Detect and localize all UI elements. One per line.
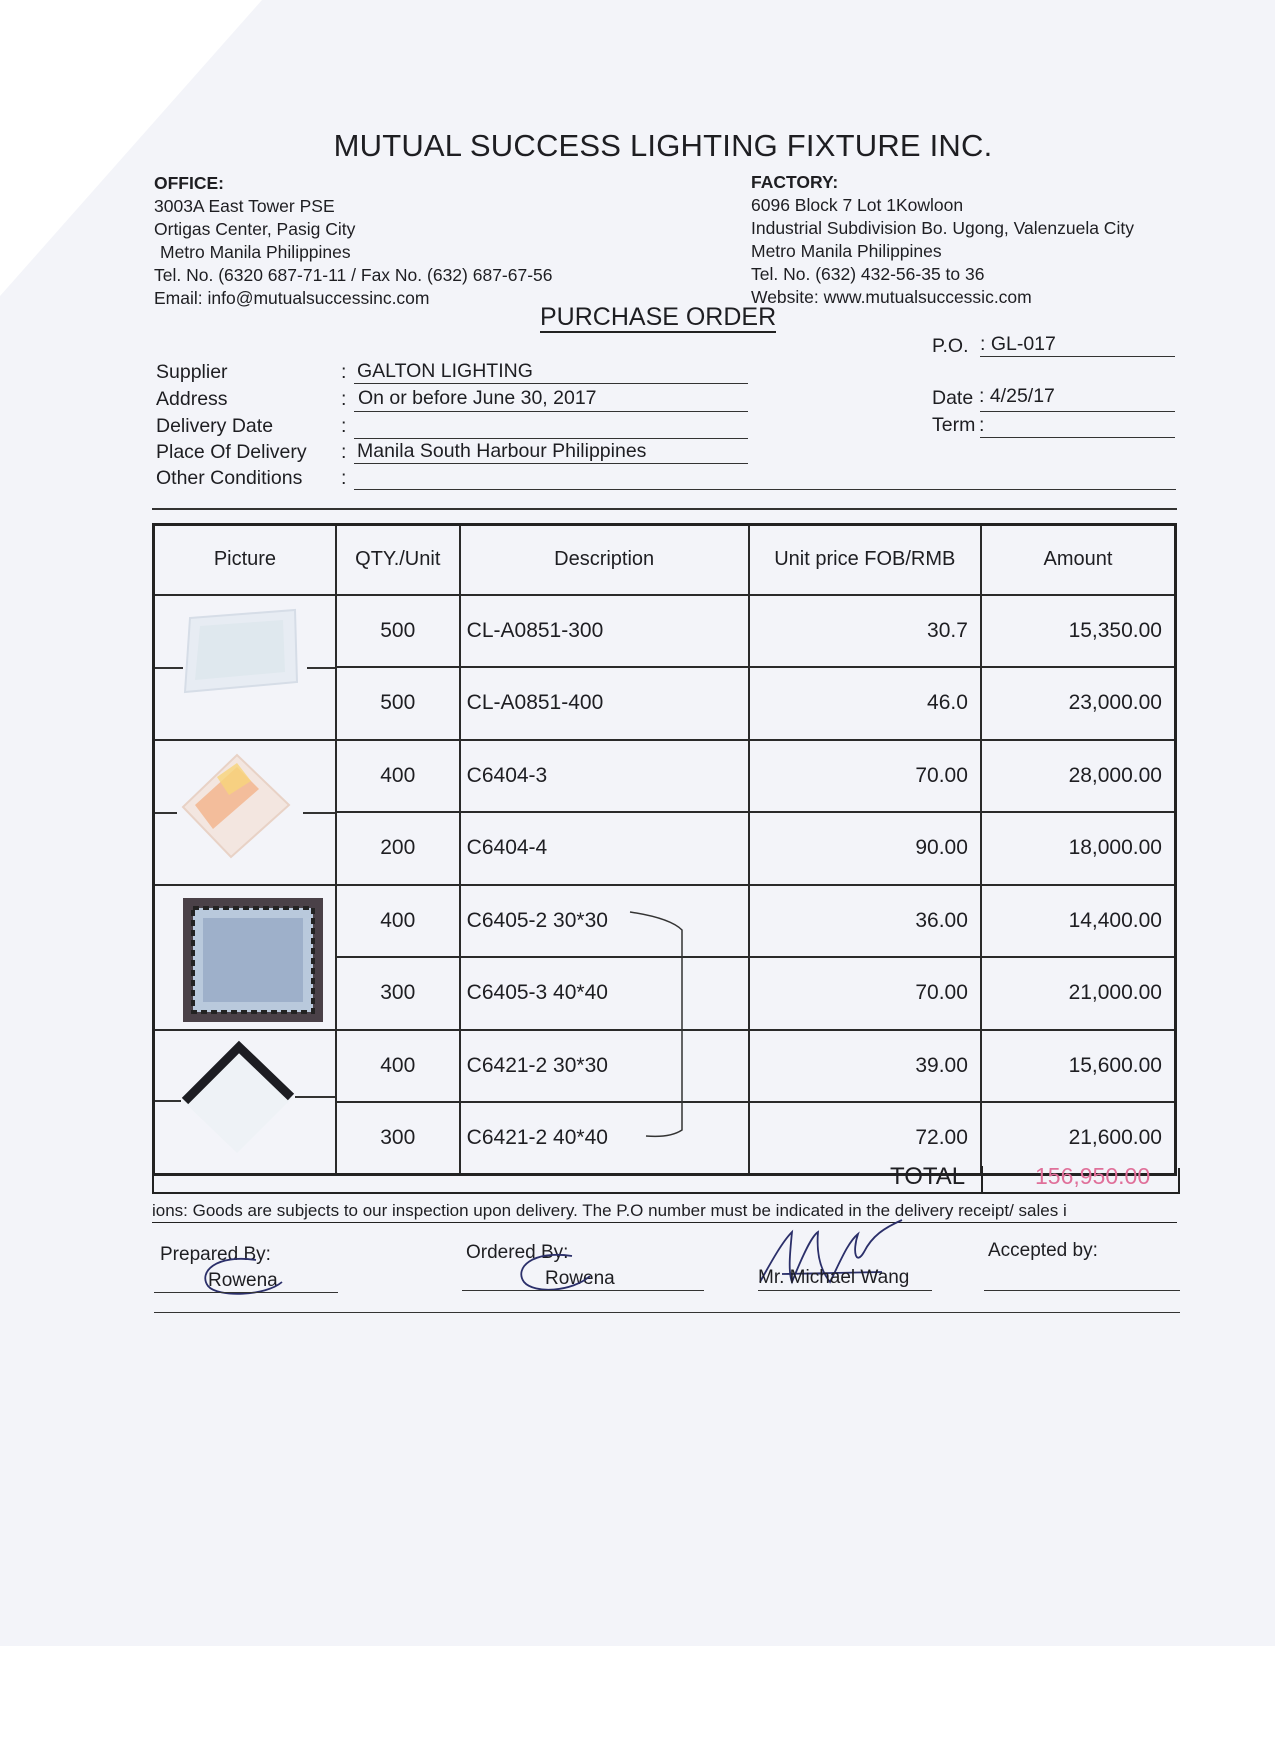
- factory-address: [751, 171, 1134, 309]
- other-conditions-label: Other Conditions: [156, 467, 303, 489]
- office-tel: Tel. No. (6320 687-71-11 / Fax No. (632) 687-67-56: [154, 265, 553, 285]
- factory-heading: FACTORY:: [751, 172, 839, 192]
- address-label: Address: [156, 388, 228, 410]
- product-picture-c6405: [154, 885, 336, 1030]
- amount-cell: 15,350.00: [981, 595, 1176, 668]
- qty-cell: 200: [336, 812, 460, 885]
- qty-cell: 500: [336, 667, 460, 740]
- unit-price-cell: 36.00: [749, 885, 981, 958]
- address-value: On or before June 30, 2017: [358, 387, 597, 409]
- delivery-date-colon: :: [341, 415, 347, 437]
- ordered-by-line: [462, 1290, 704, 1291]
- term-value: :: [979, 414, 985, 436]
- office-line-2: Ortigas Center, Pasig City: [154, 219, 356, 239]
- amount-cell: 15,600.00: [981, 1030, 1176, 1103]
- place-of-delivery-value: Manila South Harbour Philippines: [357, 440, 647, 462]
- description-cell: C6404-3: [460, 740, 749, 813]
- po-number: : GL-017: [980, 333, 1056, 355]
- description-cell: C6405-3 40*40: [460, 957, 749, 1030]
- amount-cell: 14,400.00: [981, 885, 1176, 958]
- accepted-by-line: [984, 1290, 1180, 1291]
- approver-line: [758, 1290, 932, 1291]
- prepared-by-label: Prepared By:: [160, 1244, 271, 1265]
- company-name: MUTUAL SUCCESS LIGHTING FIXTURE INC.: [333, 128, 993, 163]
- ordered-by-signature: [512, 1248, 602, 1294]
- unit-price-cell: 70.00: [749, 740, 981, 813]
- table-row: [154, 740, 1176, 813]
- description-cell: C6421-2 40*40: [460, 1102, 749, 1175]
- amount-cell: 23,000.00: [981, 667, 1176, 740]
- factory-line-1: 6096 Block 7 Lot 1Kowloon: [751, 195, 964, 215]
- ordered-by-name: Rowena: [545, 1268, 615, 1289]
- ceiling-light-photo-4: [155, 1031, 335, 1171]
- qty-cell: 400: [336, 885, 460, 958]
- other-conditions-colon: :: [341, 467, 347, 489]
- qty-cell: 500: [336, 595, 460, 668]
- total-label: TOTAL: [890, 1163, 966, 1190]
- unit-price-cell: 30.7: [749, 595, 981, 668]
- unit-price-cell: 39.00: [749, 1030, 981, 1103]
- po-underline: [980, 356, 1175, 357]
- document-title: PURCHASE ORDER: [540, 303, 777, 331]
- office-line-3: Metro Manila Philippines: [160, 242, 351, 262]
- supplier-underline: [354, 383, 748, 384]
- unit-price-cell: 46.0: [749, 667, 981, 740]
- ceiling-light-photo-2: [155, 741, 335, 881]
- table-header-row: [154, 525, 1176, 595]
- footer-line: [154, 1312, 1180, 1313]
- qty-cell: 400: [336, 1030, 460, 1103]
- description-cell: C6421-2 30*30: [460, 1030, 749, 1103]
- conditions-note: ions: Goods are subjects to our inspection upon delivery. The P.O number must be indicated in the delivery receipt/ sales i: [152, 1200, 1177, 1223]
- total-value: 156,950.00: [1035, 1163, 1151, 1189]
- office-email: Email: info@mutualsuccessinc.com: [154, 288, 430, 308]
- prepared-by-name: Rowena: [208, 1270, 278, 1291]
- supplier-label: Supplier: [156, 361, 228, 383]
- supplier-colon: :: [341, 361, 347, 383]
- date-value: : 4/25/17: [979, 385, 1055, 407]
- ceiling-light-photo-3: [155, 886, 335, 1026]
- product-picture-c6404: [154, 740, 336, 885]
- factory-tel: Tel. No. (632) 432-56-35 to 36: [751, 264, 985, 284]
- supplier-value: GALTON LIGHTING: [357, 360, 533, 382]
- office-address: [154, 172, 553, 310]
- office-line-1: 3003A East Tower PSE: [154, 196, 335, 216]
- handwritten-bracket: [620, 900, 700, 1150]
- description-cell: CL-A0851-400: [460, 667, 749, 740]
- delivery-date-underline: [354, 438, 748, 439]
- term-label: Term: [932, 414, 976, 436]
- place-of-delivery-label: Place Of Delivery: [156, 441, 307, 463]
- amount-cell: 21,000.00: [981, 957, 1176, 1030]
- product-picture-cl-a0851: [154, 595, 336, 740]
- approver-name: Mr. Michael Wang: [758, 1267, 910, 1288]
- header-picture: Picture: [154, 525, 336, 595]
- accepted-by-label: Accepted by:: [988, 1240, 1098, 1261]
- address-colon: :: [341, 388, 347, 410]
- header-unit-price: Unit price FOB/RMB: [749, 525, 981, 595]
- factory-website: Website: www.mutualsuccessic.com: [751, 287, 1032, 307]
- unit-price-cell: 90.00: [749, 812, 981, 885]
- place-of-delivery-colon: :: [341, 441, 347, 463]
- office-heading: OFFICE:: [154, 173, 224, 193]
- other-conditions-underline: [354, 489, 1176, 490]
- description-cell: C6405-2 30*30: [460, 885, 749, 958]
- ordered-by-label: Ordered By:: [466, 1242, 569, 1263]
- header-qty: QTY./Unit: [336, 525, 460, 595]
- delivery-date-label: Delivery Date: [156, 415, 274, 437]
- section-divider: [152, 508, 1177, 510]
- unit-price-cell: 72.00: [749, 1102, 981, 1175]
- po-label: P.O.: [932, 335, 969, 357]
- description-cell: CL-A0851-300: [460, 595, 749, 668]
- table-row: [154, 595, 1176, 668]
- address-underline: [354, 411, 748, 412]
- ceiling-light-photo-1: [155, 596, 335, 736]
- factory-line-3: Metro Manila Philippines: [751, 241, 942, 261]
- qty-cell: 300: [336, 1102, 460, 1175]
- factory-line-2: Industrial Subdivision Bo. Ugong, Valenzuela City: [751, 218, 1134, 238]
- amount-cell: 28,000.00: [981, 740, 1176, 813]
- product-picture-c6421: [154, 1030, 336, 1175]
- qty-cell: 300: [336, 957, 460, 1030]
- header-description: Description: [460, 525, 749, 595]
- total-row: [152, 1168, 1180, 1194]
- date-label: Date: [932, 387, 974, 409]
- qty-cell: 400: [336, 740, 460, 813]
- description-cell: C6404-4: [460, 812, 749, 885]
- place-of-delivery-underline: [354, 463, 748, 464]
- amount-cell: 21,600.00: [981, 1102, 1176, 1175]
- header-amount: Amount: [981, 525, 1176, 595]
- term-underline: [980, 437, 1175, 438]
- total-divider: [981, 1166, 983, 1194]
- prepared-by-line: [154, 1292, 338, 1293]
- unit-price-cell: 70.00: [749, 957, 981, 1030]
- amount-cell: 18,000.00: [981, 812, 1176, 885]
- date-underline: [980, 411, 1175, 412]
